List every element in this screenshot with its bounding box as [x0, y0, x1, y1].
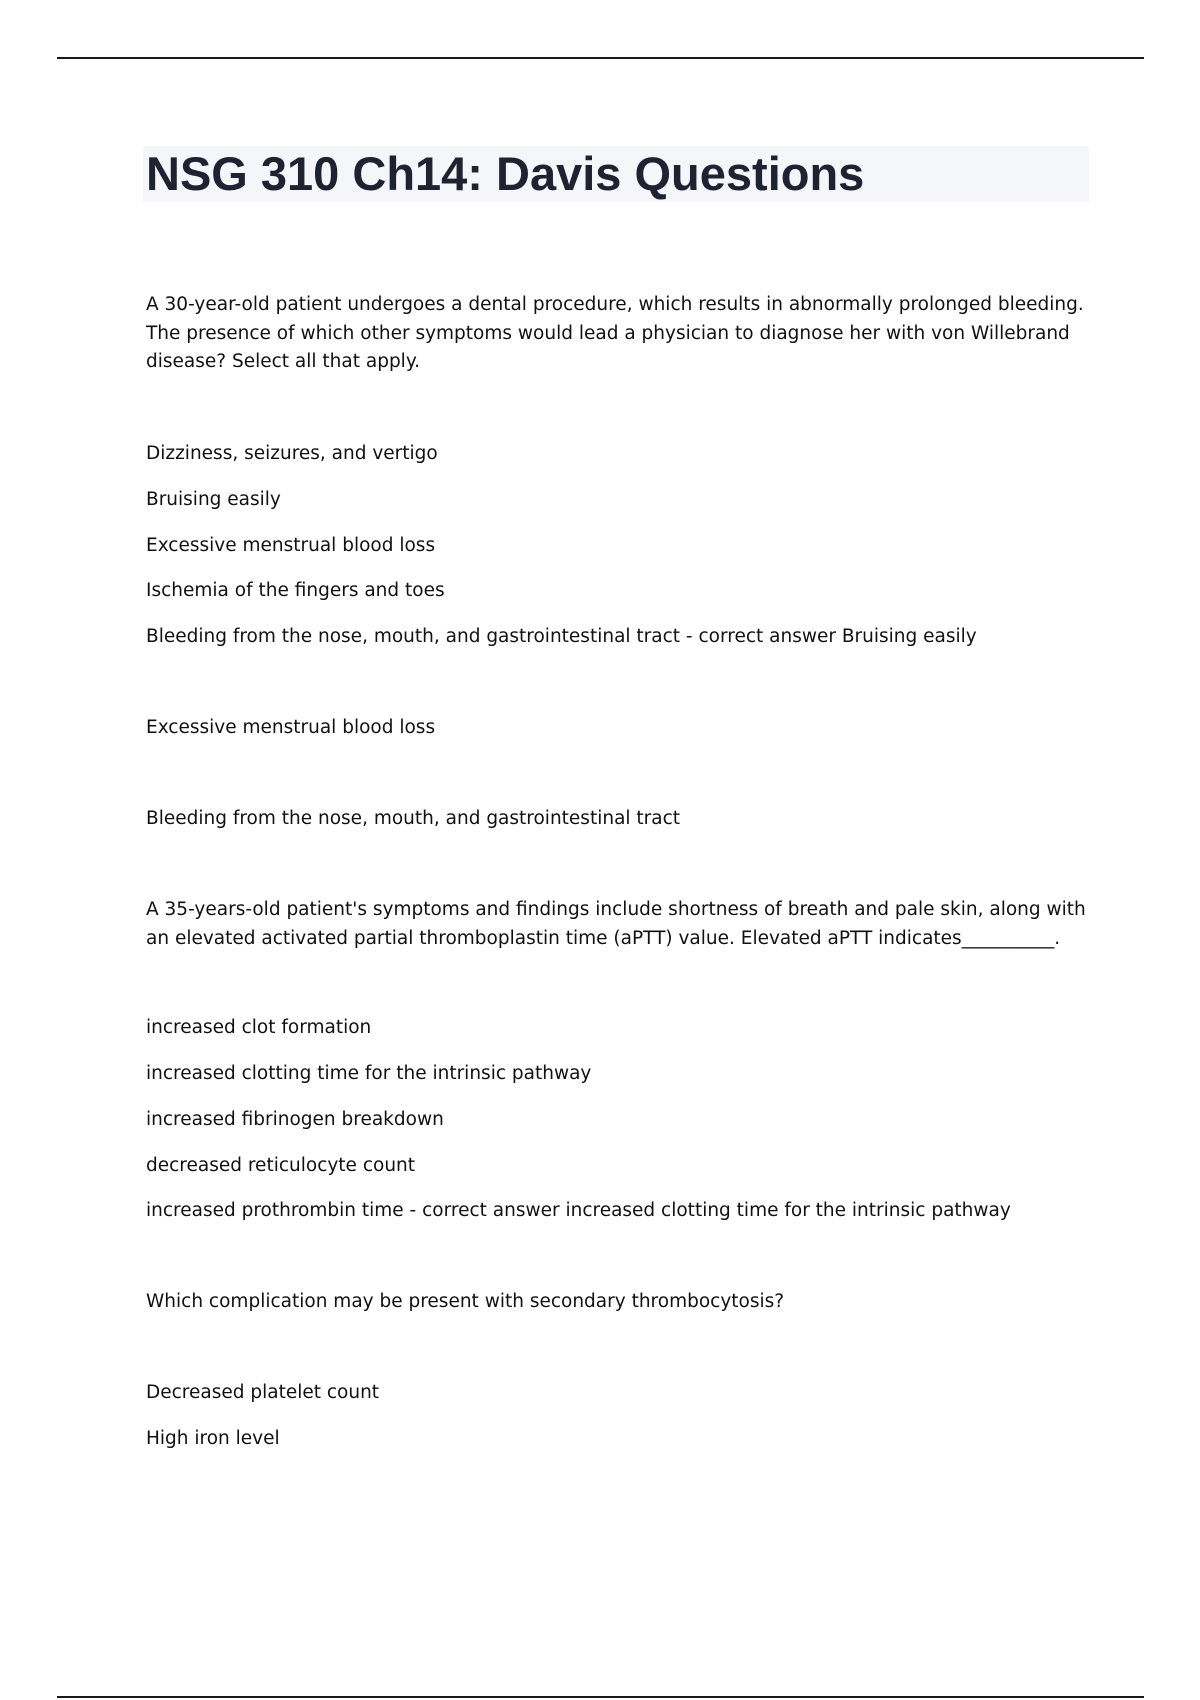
q1-option-4: Ischemia of the fingers and toes — [146, 580, 445, 601]
q1-answer-extra-2: Bleeding from the nose, mouth, and gastrointestinal tract — [146, 808, 681, 829]
q2-option-2: increased clotting time for the intrinsic pathway — [146, 1063, 592, 1084]
question-3-prompt: Which complication may be present with secondary thrombocytosis? — [146, 1291, 785, 1312]
q2-option-4: decreased reticulocyte count — [146, 1155, 416, 1176]
q2-option-1: increased clot formation — [146, 1017, 372, 1038]
top-rule — [57, 57, 1144, 59]
q1-answer-extra-1: Excessive menstrual blood loss — [146, 717, 436, 738]
q1-option-5-answer: Bleeding from the nose, mouth, and gastrointestinal tract - correct answer Bruising easily — [146, 626, 977, 647]
q3-option-1: Decreased platelet count — [146, 1382, 380, 1403]
q2-option-3: increased fibrinogen breakdown — [146, 1109, 444, 1130]
q1-option-1: Dizziness, seizures, and vertigo — [146, 443, 438, 464]
q1-option-3: Excessive menstrual blood loss — [146, 535, 436, 556]
q2-option-5-answer: increased prothrombin time - correct answer increased clotting time for the intrinsic pathway — [146, 1200, 1011, 1221]
q1-option-2: Bruising easily — [146, 489, 281, 510]
q3-option-2: High iron level — [146, 1428, 280, 1449]
page-title: NSG 310 Ch14: Davis Questions — [146, 147, 865, 200]
bottom-rule — [57, 1696, 1144, 1698]
question-1-prompt: A 30-year-old patient undergoes a dental procedure, which results in abnormally prolonged bleeding. The presence of which other symptoms would lead a physician to diagnose her with von Willebrand disease? Select all that apply. — [146, 294, 1084, 372]
question-2-prompt: A 35-years-old patient's symptoms and findings include shortness of breath and pale skin, along with an elevated activated partial thromboplastin time (aPTT) value. Elevated aPTT indicates__________. — [146, 899, 1086, 949]
